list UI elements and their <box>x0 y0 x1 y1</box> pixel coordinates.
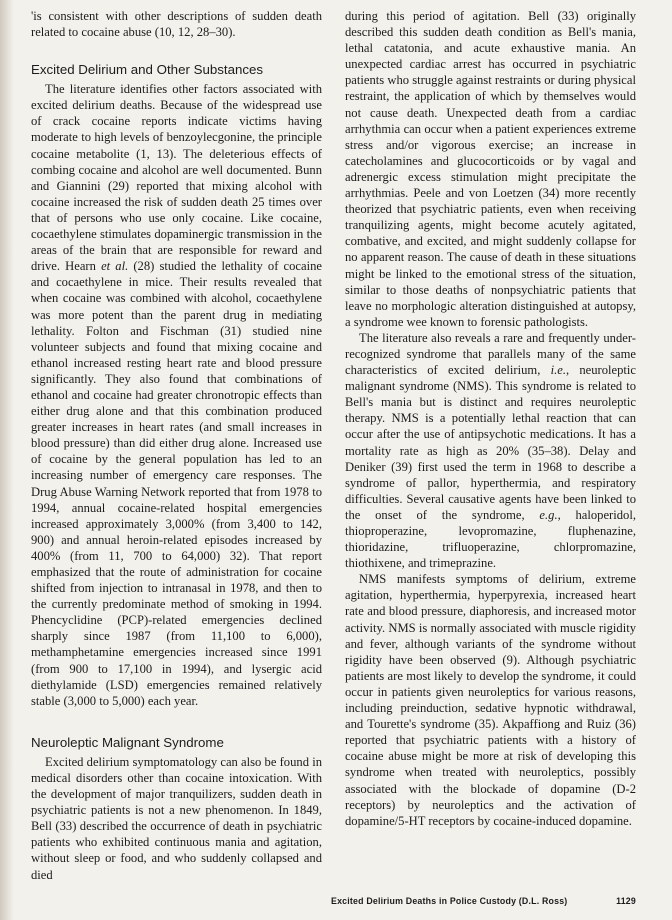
paragraph-nms-intro: Excited delirium symptomatology can also be found in medical disorders other than cocaine intoxication. With the development of major tranquilizers, sudden death in psychiatric patients is not a new phenomenon. In 1849, Bell (33) described the occurrence of death in psychiatric patients who exhibited continuous mania and agitation, without sleep or food, and who suddenly collapsed and died <box>31 754 322 882</box>
left-column <box>31 8 322 883</box>
section-heading-excited-delirium: Excited Delirium and Other Substances <box>31 62 264 78</box>
paragraph-nms-definition <box>345 330 636 571</box>
right-column <box>345 8 636 829</box>
running-head: Excited Delirium Deaths in Police Custody (D.L. Ross) <box>331 896 568 906</box>
paragraph-excited-delirium <box>31 81 322 709</box>
italic-text: e.g. <box>539 507 558 522</box>
page-number: 1129 <box>616 896 636 906</box>
italic-text: et al. <box>101 259 129 274</box>
section-heading-nms: Neuroleptic Malignant Syndrome <box>31 734 224 750</box>
paragraph-nms-symptoms: NMS manifests symptoms of delirium, extreme agitation, hyperthermia, hyperpyrexia, increased heart rate and blood pressure, diaphoresis, and increased motor activity. NMS is normally associated with muscle rigidity and fever, although variants of the syndrome without rigidity have been observed (9). Although psychiatric patients are most likely to develop the syndrome, it could occur in patients given neuroleptics for various reasons, including preinduction, sedative hypnotic withdrawal, and Tourette's syndrome (35). Akpaffiong and Ruiz (36) reported that psychiatric patients with a history of cocaine abuse might be more at risk of developing this syndrome when treated with neuroleptics, possibly associated with the blockade of dopamine (D-2 receptors) by neuroleptics and the activation of dopamine/5-HT receptors by cocaine-induced dopamine. <box>345 572 636 828</box>
paragraph-continuation: 'is consistent with other descriptions of sudden death related to cocaine abuse (10, 12, 28–30). <box>31 9 322 40</box>
paragraph-text: The literature identifies other factors associated with excited delirium deaths. Because of the widespread use of crack cocaine reports indicate victims having moderate to high levels of benzoylecgonine, the principle cocaine metabolite (1, 13). The deleterious effects of combing cocaine and alcohol are well documented. Bunn and Giannini (29) reported that mixing alcohol with cocaine increased the risk of sudden death 25 times over that of persons who use only cocaine. Like cocaine, cocaethylene stimulates dopaminergic transmission in the areas of the brain that are responsible for reward and drive. Hearn <box>31 82 322 274</box>
page-edge-shadow <box>0 0 14 920</box>
paragraph-text: , haloperidol, thioproperazine, levopromazine, fluphenazine, thioridazine, trifluoperazine, chlorpromazine, thiothixene, and trimeprazine. <box>345 507 636 571</box>
paragraph-text: (28) studied the lethality of cocaine and cocaethylene in mice. Their results revealed that when cocaine was combined with alcohol, cocaethylene was more potent than the parent drug in mediating lethality. Folton and Fischman (31) studied nine volunteer subjects and found that mixing cocaine and ethanol increased resting heart rate and blood pressure significantly. They also found that combinations of ethanol and cocaine had greater chronotropic effects than either drug alone and that this combination produced greater increases in heart rates (and small increases in blood pressure) than did either drug alone. Increased use of cocaine by the general population has led to an increasing number of emergency care responses. The Drug Abuse Warning Network reported that from 1978 to 1994, annual cocaine-related hospital emergencies increased approximately 3,000% (from 3,400 to 142, 900) and annual heroin-related episodes increased by 400% (from 11, 700 to 64,000) 32). That report emphasized that the route of administration for cocaine shifted from injection to intranasal in 1978, and then to the currently predominate method of smoking in 1994. Phencyclidine (PCP)-related emergencies declined sharply since 1987 (from 11,100 to 6,000), methamphetamine emergencies increased since 1991 (from 900 to 17,100 in 1994), and lysergic acid diethylamide (LSD) emergencies remained relatively stable (3,000 to 5,000) each year. <box>31 259 322 708</box>
paragraph-text: The literature also reveals a rare and frequently under-recognized syndrome that parallels many of the same characteristics of excited delirium, <box>345 330 636 378</box>
paragraph-bells-mania: during this period of agitation. Bell (33) originally described this sudden death condition as Bell's mania, lethal catatonia, and acute exhaustive mania. An unexpected cardiac arrest has occurred in psychiatric patients who struggle against restraints or during physical restraint, the application of which by themselves would not cause death. Unexpected death from a cardiac arrhythmia can occur when a patient experiences extreme stress and/or vigorous exercise; an increase in catecholamines and glucocorticoids or by vagal and adrenergic excess stimulation might precipitate the arrhythmias. Peele and von Loetzen (34) more recently theorized that psychiatric patients, even when receiving tranquilizing agents, might become acutely agitated, combative, and excited, and might suddenly collapse for no apparent reason. The cause of death in these situations might be linked to the emotional stress of the situation, similar to those deaths of nonpsychiatric patients that leave no morphologic alteration distinguished at autopsy, a syndrome wee known to forensic pathologists. <box>345 9 636 329</box>
italic-text: i.e. <box>550 363 566 378</box>
paragraph-text: , neuroleptic malignant syndrome (NMS). This syndrome is related to Bell's mania but is distinct and requires neuroleptic therapy. NMS is a potentially lethal reaction that can occur after the use of antipsychotic medications. It has a mortality rate as high as 20% (35–38). Delay and Deniker (39) first used the term in 1968 to describe a syndrome of pallor, hyperthermia, and respiratory difficulties. Several causative agents have been linked to the onset of the syndrome, <box>345 363 636 522</box>
page-footer <box>331 896 636 906</box>
